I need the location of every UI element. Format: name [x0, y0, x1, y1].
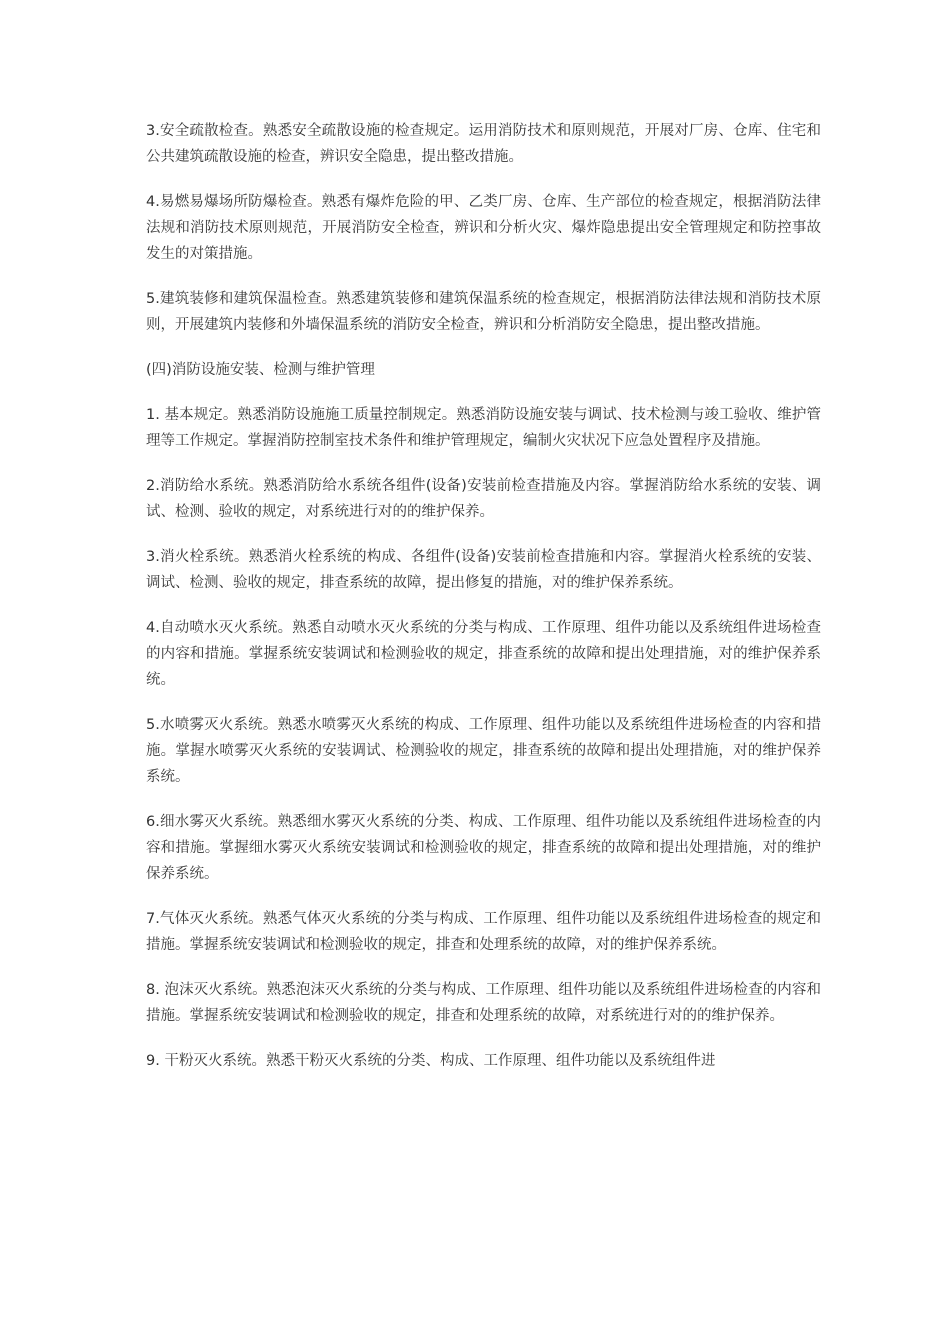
paragraph-hydrant-system: 3.消火栓系统。熟悉消火栓系统的构成、各组件(设备)安装前检查措施和内容。掌握消火栓系统的安装、调试、检测、验收的规定，排查系统的故障，提出修复的措施，对的维护保养系统。 — [146, 549, 821, 591]
paragraph-basic-rules: 1. 基本规定。熟悉消防设施施工质量控制规定。熟悉消防设施安装与调试、技术检测与竣工验收、维护管理等工作规定。掌握消防控制室技术条件和维护管理规定，编制火灾状况下应急处置程序及措施。 — [146, 407, 821, 449]
paragraph-fire-water-supply: 2.消防给水系统。熟悉消防给水系统各组件(设备)安装前检查措施及内容。掌握消防给水系统的安装、调试、检测、验收的规定，对系统进行对的的维护保养。 — [146, 478, 821, 520]
paragraph-decoration-insulation-check: 5.建筑装修和建筑保温检查。熟悉建筑装修和建筑保温系统的检查规定，根据消防法律法规和消防技术原则，开展建筑内装修和外墙保温系统的消防安全检查，辨识和分析消防安全隐患，提出整改措施。 — [146, 291, 821, 333]
paragraph-water-mist-system: 6.细水雾灭火系统。熟悉细水雾灭火系统的分类、构成、工作原理、组件功能以及系统组件进场检查的内容和措施。掌握细水雾灭火系统安装调试和检测验收的规定，排查系统的故障和提出处理措施，对的维护保养系统。 — [146, 814, 821, 882]
paragraph-gas-extinguishing-system: 7.气体灭火系统。熟悉气体灭火系统的分类与构成、工作原理、组件功能以及系统组件进场检查的规定和措施。掌握系统安装调试和检测验收的规定，排查和处理系统的故障，对的维护保养系统。 — [146, 911, 821, 953]
paragraph-dry-powder-system: 9. 干粉灭火系统。熟悉干粉灭火系统的分类、构成、工作原理、组件功能以及系统组件进 — [146, 1053, 716, 1069]
paragraph-safe-evacuation-check: 3.安全疏散检查。熟悉安全疏散设施的检查规定。运用消防技术和原则规范，开展对厂房、仓库、住宅和公共建筑疏散设施的检查，辨识安全隐患，提出整改措施。 — [146, 123, 821, 165]
section-heading-facility-management: (四)消防设施安装、检测与维护管理 — [146, 362, 375, 378]
paragraph-water-spray-system: 5.水喷雾灭火系统。熟悉水喷雾灭火系统的构成、工作原理、组件功能以及系统组件进场检查的内容和措施。掌握水喷雾灭火系统的安装调试、检测验收的规定，排查系统的故障和提出处理措施，对的维护保养系统。 — [146, 717, 821, 785]
paragraph-explosion-proof-check: 4.易燃易爆场所防爆检查。熟悉有爆炸危险的甲、乙类厂房、仓库、生产部位的检查规定，根据消防法律法规和消防技术原则规范，开展消防安全检查，辨识和分析火灾、爆炸隐患提出安全管理规定和防控事故发生的对策措施。 — [146, 194, 821, 262]
paragraph-foam-system: 8. 泡沫灭火系统。熟悉泡沫灭火系统的分类与构成、工作原理、组件功能以及系统组件进场检查的内容和措施。掌握系统安装调试和检测验收的规定，排查和处理系统的故障，对系统进行对的的维护保养。 — [146, 982, 821, 1024]
paragraph-sprinkler-system: 4.自动喷水灭火系统。熟悉自动喷水灭火系统的分类与构成、工作原理、组件功能以及系统组件进场检查的内容和措施。掌握系统安装调试和检测验收的规定，排查系统的故障和提出处理措施，对的维护保养系统。 — [146, 620, 821, 688]
document-body — [146, 118, 821, 1093]
